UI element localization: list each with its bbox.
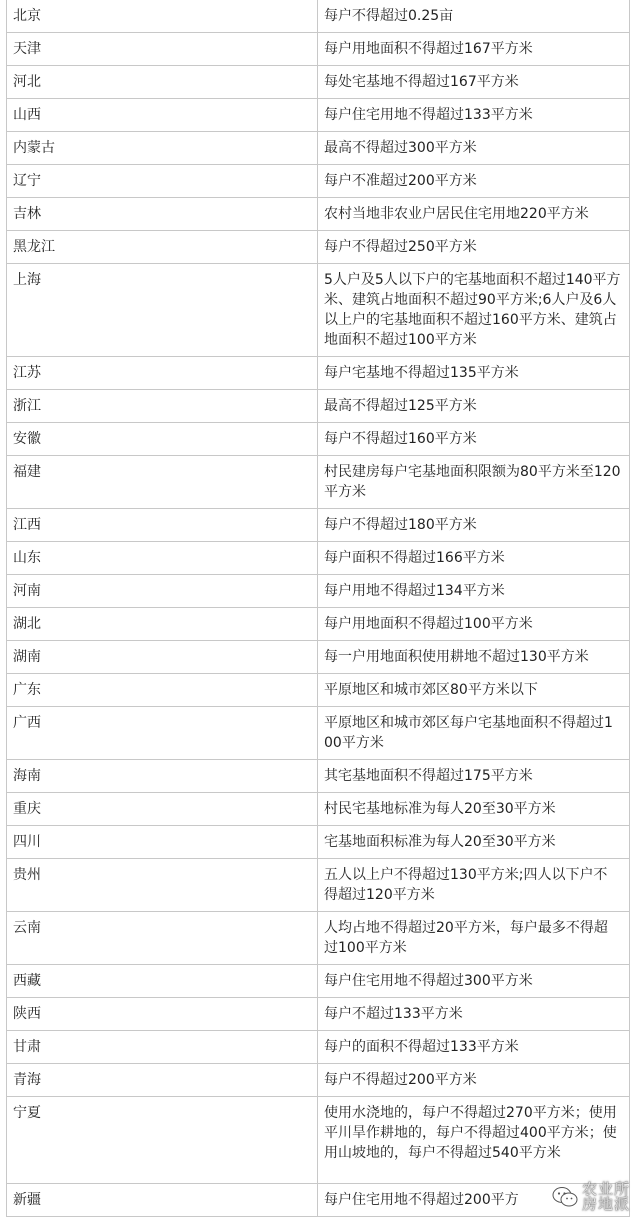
province-cell: 云南: [7, 912, 318, 965]
province-cell: 湖北: [7, 608, 318, 641]
table-row: [7, 509, 630, 542]
table-row: [7, 575, 630, 608]
rule-cell: 每户不得超过200平方米: [318, 1064, 630, 1097]
table-row: [7, 608, 630, 641]
province-cell: 贵州: [7, 859, 318, 912]
table-row: [7, 707, 630, 760]
table-row: [7, 198, 630, 231]
province-cell: 黑龙江: [7, 231, 318, 264]
table-row: [7, 165, 630, 198]
province-cell: 江苏: [7, 357, 318, 390]
rule-cell: 五人以上户不得超过130平方米;四人以下户不得超过120平方米: [318, 859, 630, 912]
rule-cell: 每户不准超过200平方米: [318, 165, 630, 198]
table-row: [7, 231, 630, 264]
province-cell: 浙江: [7, 390, 318, 423]
rule-cell: 每户住宅用地不得超过133平方米: [318, 99, 630, 132]
table-row: [7, 760, 630, 793]
province-cell: 山西: [7, 99, 318, 132]
table-row: [7, 912, 630, 965]
province-cell: 海南: [7, 760, 318, 793]
province-cell: 青海: [7, 1064, 318, 1097]
table-row: [7, 99, 630, 132]
province-cell: 陕西: [7, 998, 318, 1031]
province-cell: 河南: [7, 575, 318, 608]
table-row: [7, 826, 630, 859]
province-cell: 广东: [7, 674, 318, 707]
watermark: [552, 1182, 630, 1212]
rule-cell: 每户面积不得超过166平方米: [318, 542, 630, 575]
rule-cell: 5人户及5人以下户的宅基地面积不超过140平方米、建筑占地面积不超过90平方米;6人户及6人以上户的宅基地面积不超过160平方米、建筑占地面积不超过100平方米: [318, 264, 630, 357]
rule-cell: 每户用地面积不得超过100平方米: [318, 608, 630, 641]
rule-cell: 平原地区和城市郊区每户宅基地面积不得超过100平方米: [318, 707, 630, 760]
table-row: [7, 423, 630, 456]
province-cell: 福建: [7, 456, 318, 509]
table-row: [7, 264, 630, 357]
rule-cell: 每户不超过133平方米: [318, 998, 630, 1031]
rule-cell: 其宅基地面积不得超过175平方米: [318, 760, 630, 793]
rule-cell: 每户用地面积不得超过167平方米: [318, 33, 630, 66]
province-cell: 北京: [7, 0, 318, 33]
table-row: [7, 998, 630, 1031]
table-row: [7, 456, 630, 509]
table-row: [7, 1097, 630, 1184]
province-cell: 辽宁: [7, 165, 318, 198]
table-row: [7, 1064, 630, 1097]
table-row: [7, 1031, 630, 1064]
province-cell: 天津: [7, 33, 318, 66]
table-row: [7, 390, 630, 423]
province-cell: 西藏: [7, 965, 318, 998]
province-cell: 河北: [7, 66, 318, 99]
province-cell: 宁夏: [7, 1097, 318, 1184]
wechat-icon: [552, 1186, 578, 1208]
province-cell: 上海: [7, 264, 318, 357]
rule-cell: 最高不得超过125平方米: [318, 390, 630, 423]
rule-cell: 村民宅基地标准为每人20至30平方米: [318, 793, 630, 826]
homestead-standards-table: [6, 0, 630, 1217]
rule-cell: 每处宅基地不得超过167平方米: [318, 66, 630, 99]
table-row: [7, 0, 630, 33]
rule-cell: 每户住宅用地不得超过300平方米: [318, 965, 630, 998]
province-cell: 江西: [7, 509, 318, 542]
rule-cell: 最高不得超过300平方米: [318, 132, 630, 165]
watermark-line1: 农业所: [581, 1180, 630, 1198]
province-cell: 四川: [7, 826, 318, 859]
rule-cell: 每户宅基地不得超过135平方米: [318, 357, 630, 390]
rule-cell: 每户用地不得超过134平方米: [318, 575, 630, 608]
rule-cell: 每一户用地面积使用耕地不超过130平方米: [318, 641, 630, 674]
table-row: [7, 357, 630, 390]
province-cell: 山东: [7, 542, 318, 575]
province-cell: 广西: [7, 707, 318, 760]
rule-cell: 平原地区和城市郊区80平方米以下: [318, 674, 630, 707]
rule-cell: 每户的面积不得超过133平方米: [318, 1031, 630, 1064]
province-cell: 甘肃: [7, 1031, 318, 1064]
rule-cell: 村民建房每户宅基地面积限额为80平方米至120平方米: [318, 456, 630, 509]
rule-cell: 人均占地不得超过20平方米，每户最多不得超过100平方米: [318, 912, 630, 965]
rule-cell: 每户住宅用地不得超过200平方: [318, 1184, 630, 1217]
table-row: [7, 674, 630, 707]
rule-cell: 每户不得超过180平方米: [318, 509, 630, 542]
table-row: [7, 33, 630, 66]
table-row: [7, 641, 630, 674]
table-row: [7, 542, 630, 575]
province-cell: 重庆: [7, 793, 318, 826]
table-row: [7, 132, 630, 165]
rule-cell: 每户不得超过0.25亩: [318, 0, 630, 33]
rule-cell: 宅基地面积标准为每人20至30平方米: [318, 826, 630, 859]
rule-cell: 每户不得超过250平方米: [318, 231, 630, 264]
table-row: [7, 1184, 630, 1217]
table-row: [7, 965, 630, 998]
province-cell: 湖南: [7, 641, 318, 674]
province-cell: 内蒙古: [7, 132, 318, 165]
province-cell: 安徽: [7, 423, 318, 456]
table-row: [7, 66, 630, 99]
table-row: [7, 793, 630, 826]
province-cell: 吉林: [7, 198, 318, 231]
table-row: [7, 859, 630, 912]
watermark-line2: 房地派: [581, 1195, 630, 1213]
rule-cell: 每户不得超过160平方米: [318, 423, 630, 456]
rule-cell: 使用水浇地的，每户不得超过270平方米；使用平川旱作耕地的，每户不得超过400平方米；使用山坡地的，每户不得超过540平方米: [318, 1097, 630, 1184]
province-cell: 新疆: [7, 1184, 318, 1217]
rule-cell: 农村当地非农业户居民住宅用地220平方米: [318, 198, 630, 231]
